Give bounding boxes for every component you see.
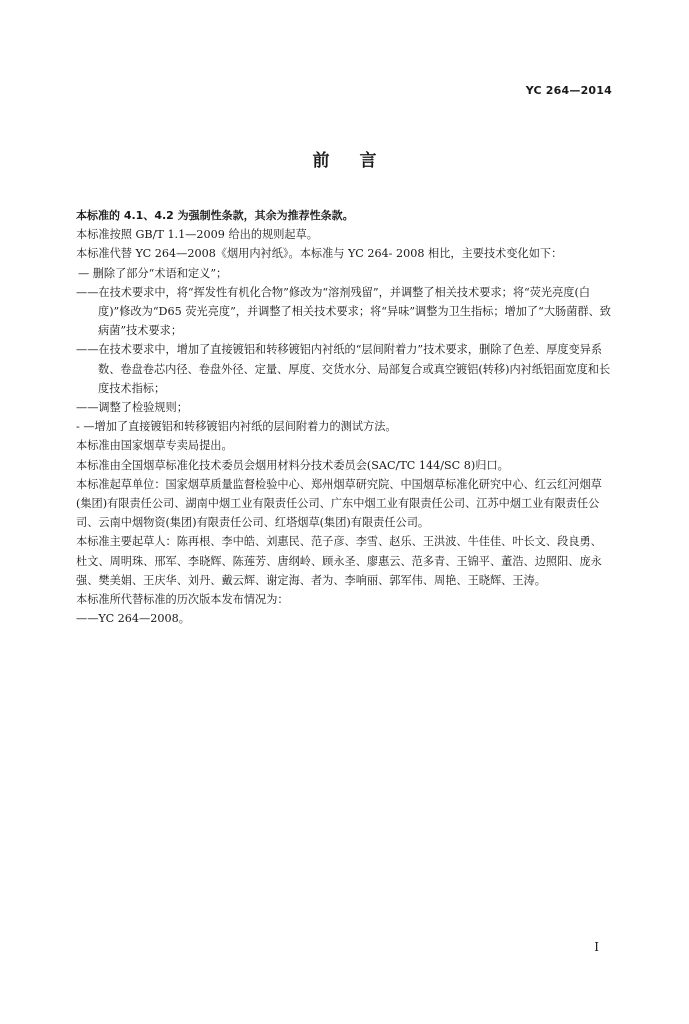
- page-number: I: [594, 940, 599, 954]
- foreword-body: [76, 206, 612, 628]
- change-item-3: ——在技术要求中，增加了直接镀铝和转移镀铝内衬纸的“层间附着力”技术要求，删除了色差、厚度变异系数、卷盘卷芯内径、卷盘外径、定量、厚度、交货水分、局部复合或真空镀铝(转移)内衬纸铝面宽度和长度技术指标；: [76, 343, 611, 395]
- paragraph-proposer: 本标准由国家烟草专卖局提出。: [76, 439, 233, 453]
- change-item-5: - —增加了直接镀铝和转移镀铝内衬纸的层间附着力的测试方法。: [76, 420, 397, 434]
- paragraph-drafting-units: 本标准起草单位：国家烟草质量监督检验中心、郑州烟草研究院、中国烟草标准化研究中心、红云红河烟草(集团)有限责任公司、湖南中烟工业有限责任公司、广东中烟工业有限责任公司、江苏中烟工业有限责任公司、云南中烟物资(集团)有限责任公司、红塔烟草(集团)有限责任公司。: [76, 477, 602, 530]
- paragraph-technical-committee: 本标准由全国烟草标准化技术委员会烟用材料分技术委员会(SAC/TC 144/SC 8)归口。: [76, 458, 509, 472]
- change-item-4: ——调整了检验规则；: [76, 401, 188, 415]
- paragraph-drafting-rules: 本标准按照 GB/T 1.1—2009 给出的规则起草。: [76, 228, 318, 242]
- title-char-2: 言: [359, 151, 377, 171]
- title-char-1: 前: [312, 151, 330, 171]
- paragraph-replacement: 本标准代替 YC 264—2008《烟用内衬纸》。本标准与 YC 264- 2008 相比，主要技术变化如下：: [76, 247, 563, 261]
- page-title: [0, 146, 689, 171]
- paragraph-version-history: 本标准所代替标准的历次版本发布情况为：: [76, 593, 289, 607]
- paragraph-drafters: 本标准主要起草人：陈再根、李中皓、刘惠民、范子彦、李雪、赵乐、王洪波、牛佳佳、叶长文、段良勇、杜文、周明珠、邢军、李晓辉、陈莲芳、唐纲岭、顾永圣、廖惠云、范多青、王锦平、董浩、边照阳、庞永强、樊美娟、王庆华、刘丹、戴云辉、谢定海、者为、李响丽、郭军伟、周艳、王晓辉、王涛。: [76, 535, 602, 587]
- paragraph-mandatory-clauses: 本标准的 4.1、4.2 为强制性条款，其余为推荐性条款。: [76, 209, 354, 222]
- standard-code: YC 264—2014: [525, 84, 612, 97]
- version-history-item: ——YC 264—2008。: [76, 612, 190, 626]
- change-item-1: — 删除了部分“术语和定义”；: [78, 266, 228, 280]
- change-item-2: ——在技术要求中，将“挥发性有机化合物”修改为“溶剂残留”，并调整了相关技术要求；将“荧光亮度(白度)”修改为“D65 荧光亮度”，并调整了相关技术要求；将“异味”调整为卫生指标；增加了“大肠菌群、致病菌”技术要求；: [76, 285, 611, 338]
